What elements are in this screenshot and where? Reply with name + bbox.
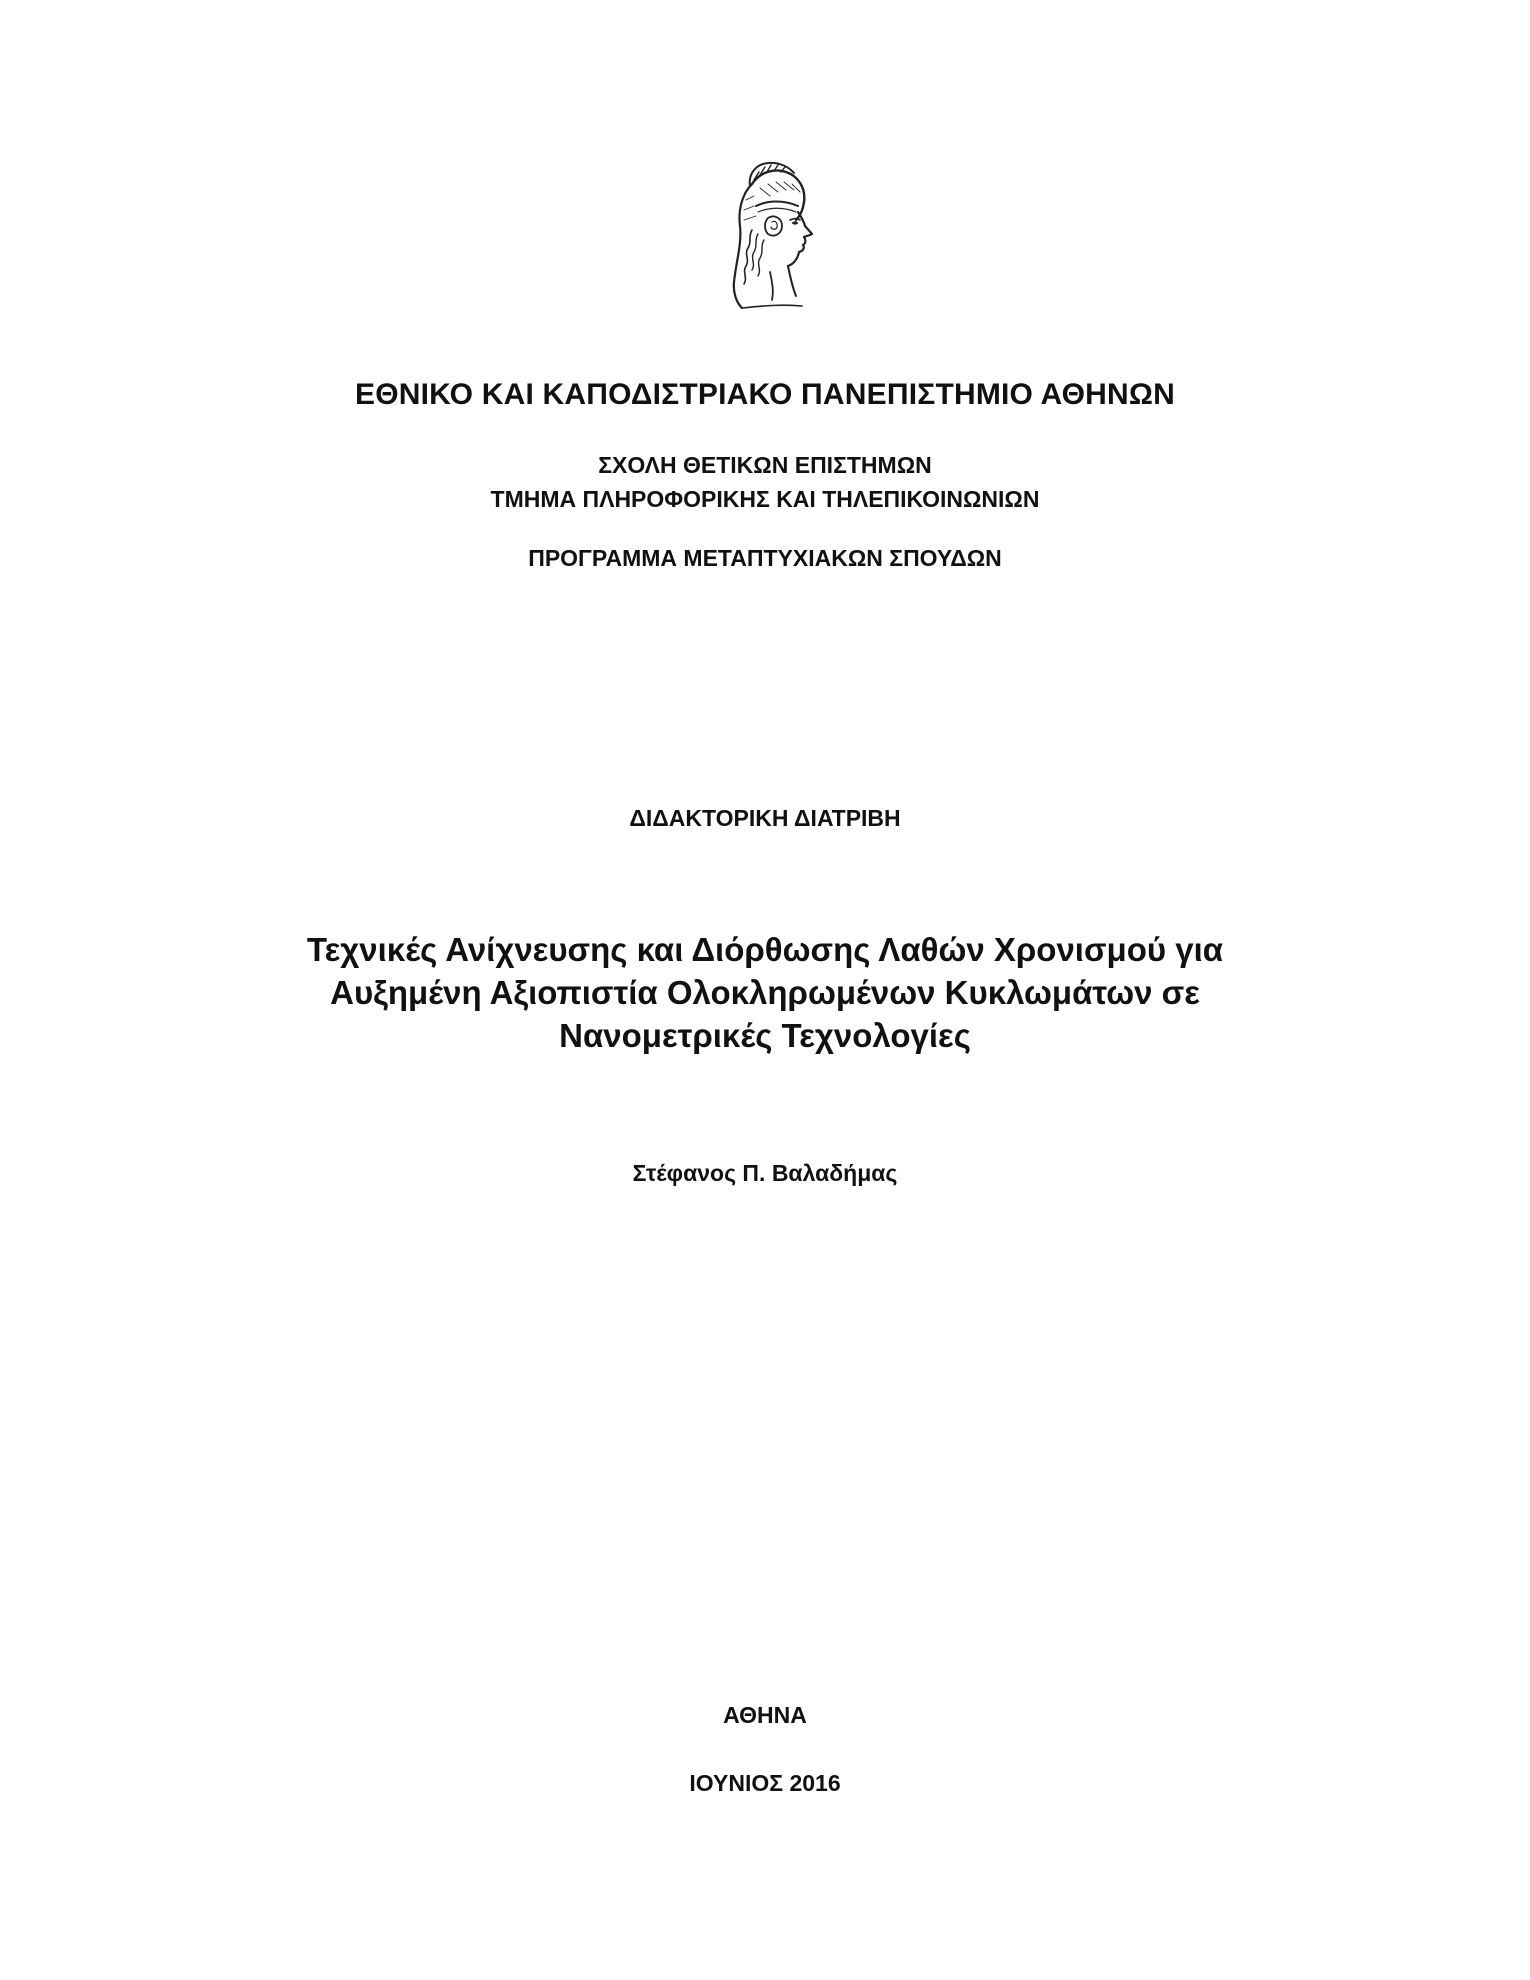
thesis-title-line: Τεχνικές Ανίχνευσης και Διόρθωσης Λαθών Χρονισμού για: [306, 931, 1224, 968]
thesis-title-line: Νανομετρικές Τεχνολογίες: [559, 1017, 971, 1054]
department-name: ΤΜΗΜΑ ΠΛΗΡΟΦΟΡΙΚΗΣ ΚΑΙ ΤΗΛΕΠΙΚΟΙΝΩΝΙΩΝ: [490, 486, 1040, 512]
thesis-title-line: Αυξημένη Αξιοπιστία Ολοκληρωμένων Κυκλωμάτων σε: [330, 974, 1200, 1011]
university-name: ΕΘΝΙΚΟ ΚΑΙ ΚΑΠΟΔΙΣΤΡΙΑΚΟ ΠΑΝΕΠΙΣΤΗΜΙΟ ΑΘΗΝΩΝ: [355, 378, 1175, 411]
school-department: [0, 448, 1530, 516]
athena-head-emblem-icon: [712, 160, 824, 310]
date: ΙΟΥΝΙΟΣ 2016: [689, 1770, 841, 1796]
program-name: ΠΡΟΓΡΑΜΜΑ ΜΕΤΑΠΤΥΧΙΑΚΩΝ ΣΠΟΥΔΩΝ: [528, 545, 1002, 571]
author-name: Στέφανος Π. Βαλαδήμας: [632, 1160, 898, 1186]
thesis-title: [0, 928, 1530, 1057]
document-type: ΔΙΔΑΚΤΟΡΙΚΗ ΔΙΑΤΡΙΒΗ: [629, 805, 901, 831]
city: ΑΘΗΝΑ: [723, 1702, 807, 1728]
school-name: ΣΧΟΛΗ ΘΕΤΙΚΩΝ ΕΠΙΣΤΗΜΩΝ: [598, 452, 932, 478]
